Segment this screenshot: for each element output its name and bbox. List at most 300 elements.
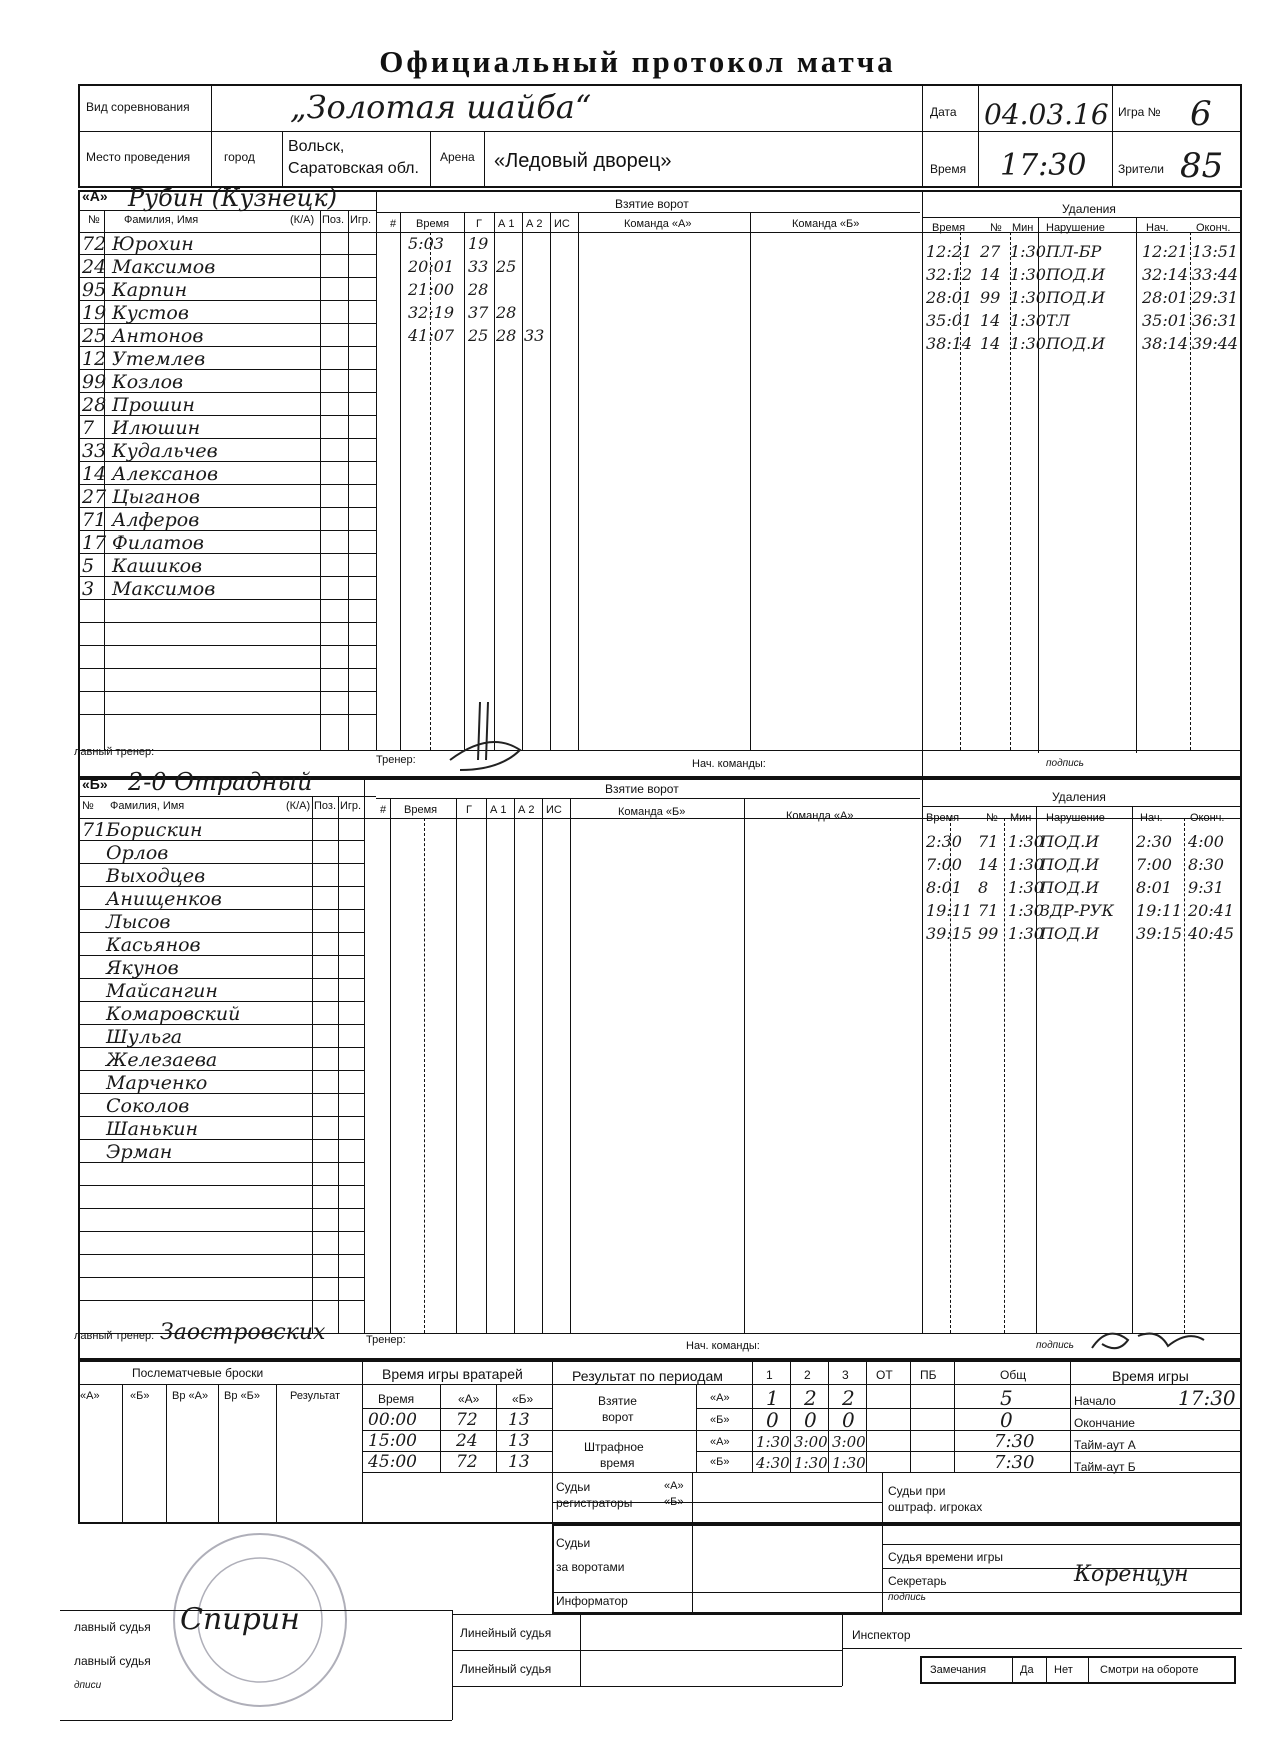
player-name: Майсангин — [106, 980, 218, 1002]
shootout-header: Вр «А» — [172, 1390, 209, 1402]
player-name: Лысов — [106, 911, 171, 933]
goalie-title: Время игры вратарей — [382, 1366, 523, 1382]
penalty-infraction: ПОД.И — [1046, 288, 1106, 307]
player-name: Юрохин — [112, 233, 194, 255]
penalty-infraction: ПОД.И — [1040, 832, 1100, 851]
penalty-start: 28:01 — [1142, 288, 1189, 307]
goal-assist: 33 — [524, 326, 545, 345]
penalty-num: 71 — [978, 901, 999, 920]
player-row — [78, 531, 376, 554]
player-num: 33 — [82, 440, 107, 462]
penalty-start: 35:01 — [1142, 311, 1189, 330]
player-name: Соколов — [106, 1095, 190, 1117]
player-name: Якунов — [106, 957, 179, 979]
judges-reg-a: «А» — [664, 1480, 684, 1492]
period-pen-b-total: 7:30 — [994, 1452, 1035, 1473]
inspector-label: Инспектор — [852, 1628, 911, 1642]
shootout-title: Послематчевые броски — [132, 1366, 264, 1380]
penalty-infraction: ПЛ-БР — [1046, 242, 1102, 261]
goalie-a: 72 — [456, 1452, 478, 1472]
penalty-end: 36:31 — [1192, 311, 1239, 330]
player-name: Утемлев — [112, 348, 206, 370]
start-label: Начало — [1074, 1394, 1116, 1408]
penalty-min: 1:30 — [1008, 924, 1044, 943]
period-pen-a: 3:00 — [832, 1433, 866, 1451]
player-row — [78, 692, 376, 715]
header-pen-min: Мин — [1012, 222, 1034, 234]
start-value: 17:30 — [1178, 1386, 1236, 1410]
header-goal-a2: А 2 — [518, 804, 535, 816]
team-a-penalties-title: Удаления — [1062, 202, 1116, 216]
goal-scorer: 25 — [468, 326, 489, 345]
city-value-2: Саратовская обл. — [288, 160, 419, 177]
goalie-b: 13 — [508, 1431, 530, 1451]
goalie-b: 13 — [508, 1452, 530, 1472]
judges-reg-1: Судьи — [556, 1480, 591, 1494]
header-pen-start: Нач. — [1146, 222, 1169, 234]
player-name: Илюшин — [112, 417, 201, 439]
player-num: 28 — [82, 394, 107, 416]
player-num: 24 — [82, 256, 107, 278]
goal-scorer: 37 — [468, 303, 489, 322]
player-row — [78, 600, 376, 623]
goalie-header: «А» — [458, 1392, 480, 1406]
player-row — [78, 1209, 364, 1232]
player-row — [78, 1255, 364, 1278]
player-name: Максимов — [112, 256, 216, 278]
header-played: Игр. — [350, 214, 372, 226]
penalty-num: 14 — [978, 855, 999, 874]
player-row — [78, 278, 376, 301]
player-name: Филатов — [112, 532, 204, 554]
player-num: 19 — [82, 302, 107, 324]
period-pen-a: 3:00 — [794, 1433, 828, 1451]
team-a-goals-title: Взятие ворот — [615, 197, 689, 211]
penalty-row — [922, 332, 1242, 355]
penalty-end: 8:30 — [1188, 855, 1224, 874]
main-judge-value: Спирин — [180, 1602, 300, 1637]
team-a-signature-label: подпись — [1046, 758, 1084, 769]
end-label: Окончание — [1074, 1416, 1135, 1430]
penalty-time: 39:15 — [926, 924, 973, 943]
penalty-min: 1:30 — [1008, 878, 1044, 897]
line-judge-label-2: Линейный судья — [460, 1662, 552, 1676]
team-b-head-coach-value: Заостровских — [160, 1320, 326, 1345]
player-row — [78, 841, 364, 864]
goal-scorer: 33 — [468, 257, 489, 276]
team-a-tag: «А» — [710, 1392, 730, 1404]
officials-signature-label: подпись — [888, 1592, 926, 1603]
penalty-min: 1:30 — [1008, 832, 1044, 851]
player-row — [78, 1048, 364, 1071]
penalty-row — [922, 876, 1242, 899]
spectators-label: Зрители — [1118, 162, 1164, 176]
goalie-row — [362, 1450, 552, 1471]
player-num: 7 — [82, 417, 95, 439]
period-header: Общ — [1000, 1368, 1027, 1382]
period-pen-b: 1:30 — [832, 1454, 866, 1472]
penalty-start: 32:14 — [1142, 265, 1189, 284]
spectators-value: 85 — [1180, 146, 1224, 186]
header-goal-time: Время — [416, 218, 450, 230]
team-b-tag: «Б» — [710, 1414, 730, 1426]
goalie-time: 45:00 — [368, 1452, 417, 1472]
header-pen-infraction: Нарушение — [1046, 812, 1105, 824]
penalty-time: 28:01 — [926, 288, 973, 307]
penalty-start: 39:15 — [1136, 924, 1183, 943]
page-title: Официальный протокол матча — [379, 44, 896, 79]
player-row — [78, 933, 364, 956]
penalty-time: 35:01 — [926, 311, 973, 330]
player-row — [78, 1278, 364, 1301]
player-name: Железаева — [106, 1049, 218, 1071]
period-pen-a-total: 7:30 — [994, 1431, 1035, 1452]
goal-time: 32:19 — [408, 303, 455, 322]
line-judge-label: Линейный судья — [460, 1626, 552, 1640]
header-pen-end: Оконч. — [1196, 222, 1231, 234]
header-goal-a1: А 1 — [490, 804, 507, 816]
player-row — [78, 1025, 364, 1048]
penalty-start: 12:21 — [1142, 242, 1189, 261]
team-a-head-coach-label: лавный тренер: — [74, 746, 155, 758]
header-goal-time: Время — [404, 804, 438, 816]
player-name: Комаровский — [106, 1003, 241, 1025]
header-goal-g: Г — [466, 804, 472, 816]
player-num: 3 — [82, 578, 95, 600]
team-b-goals-title: Взятие ворот — [605, 782, 679, 796]
goalie-row — [362, 1429, 552, 1450]
player-name: Шульга — [106, 1026, 183, 1048]
timeout-a-label: Тайм-аут А — [1074, 1438, 1136, 1452]
team-a-tag: «А» — [82, 188, 108, 204]
player-row — [78, 485, 376, 508]
period-goals-b: 0 — [766, 1408, 779, 1432]
header-pos: Поз. — [314, 800, 336, 812]
header-goal-num: # — [390, 218, 397, 230]
goal-assist: 28 — [496, 303, 517, 322]
player-row — [78, 910, 364, 933]
penalty-num: 8 — [978, 878, 989, 897]
penalty-start: 7:00 — [1136, 855, 1172, 874]
header-name: Фамилия, Имя — [110, 800, 185, 812]
team-b-name: 2-0 Отрадный — [128, 768, 313, 796]
player-row — [78, 347, 376, 370]
penalty-row — [922, 309, 1242, 332]
penalty-row — [922, 853, 1242, 876]
team-b-roster — [78, 818, 364, 1324]
team-a-penalties — [922, 240, 1242, 355]
header-pen-num: № — [986, 812, 998, 824]
player-name: Прошин — [112, 394, 195, 416]
player-row — [78, 1094, 364, 1117]
penalty-min: 1:30 — [1008, 855, 1044, 874]
judges-goal-2: за воротами — [556, 1560, 625, 1574]
shootout-header: Вр «Б» — [224, 1390, 260, 1402]
team-b-penalties — [922, 830, 1242, 945]
penalty-time: 32:12 — [926, 265, 973, 284]
periods-title: Результат по периодам — [572, 1368, 723, 1384]
time-label: Время — [930, 162, 967, 176]
timeout-b-label: Тайм-аут Б — [1074, 1460, 1136, 1474]
player-row — [78, 646, 376, 669]
period-header: 2 — [804, 1368, 811, 1382]
player-name: Касьянов — [106, 934, 201, 956]
penalty-infraction: ПОД.И — [1040, 855, 1100, 874]
date-label: Дата — [930, 105, 957, 119]
penalty-row — [922, 922, 1242, 945]
goal-assist: 28 — [496, 326, 517, 345]
game-label: Игра № — [1118, 105, 1161, 119]
shootout-header: «А» — [80, 1390, 100, 1402]
penalty-start: 2:30 — [1136, 832, 1172, 851]
header-name: Фамилия, Имя — [124, 214, 199, 226]
secretary-label: Секретарь — [888, 1574, 947, 1588]
player-name: Кустов — [112, 302, 189, 324]
player-row — [78, 1140, 364, 1163]
penalty-time: 19:11 — [926, 901, 973, 920]
goal-time: 5:03 — [408, 234, 444, 253]
player-num: 95 — [82, 279, 107, 301]
time-value: 17:30 — [1000, 148, 1087, 183]
player-name: Карпин — [112, 279, 188, 301]
player-name: Алферов — [112, 509, 200, 531]
penalty-min: 1:30 — [1010, 334, 1046, 353]
penalty-row — [922, 263, 1242, 286]
team-b-penalties-title: Удаления — [1052, 790, 1106, 804]
player-row — [78, 301, 376, 324]
header-pen-min: Мин — [1010, 812, 1032, 824]
player-row — [78, 818, 364, 841]
penalty-time: 38:14 — [926, 334, 973, 353]
player-row — [78, 864, 364, 887]
goal-time: 41:07 — [408, 326, 455, 345]
judges-reg-b: «Б» — [664, 1496, 684, 1508]
period-goals-b-total: 0 — [1000, 1408, 1013, 1432]
player-row — [78, 979, 364, 1002]
player-row — [78, 232, 376, 255]
penalty-min: 1:30 — [1010, 311, 1046, 330]
penalty-end: 13:51 — [1192, 242, 1239, 261]
goal-scorer: 19 — [468, 234, 489, 253]
goalie-time: 15:00 — [368, 1431, 417, 1451]
penalty-time-label-2: время — [600, 1456, 635, 1470]
timekeeper-label: Судья времени игры — [888, 1550, 1004, 1564]
penalty-num: 99 — [980, 288, 1001, 307]
penalty-num: 71 — [978, 832, 999, 851]
player-row — [78, 554, 376, 577]
goal-row — [400, 232, 580, 255]
penalty-end: 4:00 — [1188, 832, 1224, 851]
penalty-start: 38:14 — [1142, 334, 1189, 353]
city-label: город — [224, 150, 255, 164]
period-header: ПБ — [920, 1368, 937, 1382]
goal-assist: 25 — [496, 257, 517, 276]
team-b-signature-label: подпись — [1036, 1340, 1074, 1351]
penalty-judges-1: Судьи при — [888, 1484, 946, 1498]
player-row — [78, 1071, 364, 1094]
main-judge-label: лавный судья — [74, 1620, 151, 1634]
penalty-row — [922, 830, 1242, 853]
secretary-value: Коренцун — [1074, 1562, 1189, 1587]
signatures-label: дписи — [74, 1680, 102, 1691]
player-row — [78, 416, 376, 439]
player-num: 72 — [82, 233, 107, 255]
period-goals-b: 0 — [842, 1408, 855, 1432]
penalty-min: 1:30 — [1010, 242, 1046, 261]
team-a-coach-label: Тренер: — [376, 754, 416, 766]
goal-time: 20:01 — [408, 257, 455, 276]
player-row — [78, 255, 376, 278]
period-pen-b: 1:30 — [794, 1454, 828, 1472]
penalty-num: 14 — [980, 265, 1001, 284]
penalty-infraction: ПОД.И — [1046, 334, 1106, 353]
header-goal-is: ИС — [546, 804, 562, 816]
penalty-end: 40:45 — [1188, 924, 1235, 943]
header-num: № — [88, 214, 100, 226]
goal-row — [400, 301, 580, 324]
header-goal-team-b: Команда «Б» — [618, 806, 686, 818]
game-value: 6 — [1190, 94, 1212, 134]
player-num: 71 — [82, 819, 107, 841]
team-a-tag: «А» — [710, 1436, 730, 1448]
player-name: Кашиков — [112, 555, 203, 577]
game-time-title: Время игры — [1112, 1368, 1189, 1384]
goalie-a: 24 — [456, 1431, 478, 1451]
goalie-b: 13 — [508, 1410, 530, 1430]
header-pen-infraction: Нарушение — [1046, 222, 1105, 234]
player-row — [78, 462, 376, 485]
yes-checkbox[interactable]: Да — [1020, 1664, 1034, 1676]
no-checkbox[interactable]: Нет — [1054, 1664, 1073, 1676]
judges-goal-1: Судьи — [556, 1536, 591, 1550]
player-name: Кудальчев — [112, 440, 218, 462]
header-ka: (К/А) — [290, 214, 315, 226]
penalty-num: 99 — [978, 924, 999, 943]
venue-label: Место проведения — [86, 150, 191, 164]
period-header: ОТ — [876, 1368, 893, 1382]
penalty-time: 12:21 — [926, 242, 973, 261]
player-row — [78, 1117, 364, 1140]
team-b-coach-label: Тренер: — [366, 1334, 406, 1346]
player-row — [78, 715, 376, 738]
goalie-rows — [362, 1408, 552, 1471]
informer-label: Информатор — [556, 1594, 628, 1608]
player-num: 99 — [82, 371, 107, 393]
goals-label-2: ворот — [602, 1410, 634, 1424]
shootout-header: «Б» — [130, 1390, 150, 1402]
goal-time: 21:00 — [408, 280, 455, 299]
shootout-header: Результат — [290, 1390, 341, 1402]
penalty-row — [922, 899, 1242, 922]
goalie-header: «Б» — [512, 1392, 534, 1406]
player-num: 27 — [82, 486, 107, 508]
player-num: 14 — [82, 463, 107, 485]
header-ka: (К/А) — [286, 800, 311, 812]
player-row — [78, 1232, 364, 1255]
period-pen-b: 4:30 — [756, 1454, 790, 1472]
penalty-num: 14 — [980, 334, 1001, 353]
header-goal-team-a: Команда «А» — [624, 218, 692, 230]
date-value: 04.03.16 — [984, 98, 1109, 131]
competition-label: Вид соревнования — [86, 100, 190, 114]
penalty-time: 8:01 — [926, 878, 962, 897]
period-goals-a-total: 5 — [1000, 1386, 1013, 1410]
player-name: Антонов — [112, 325, 204, 347]
player-name: Орлов — [106, 842, 169, 864]
arena-label: Арена — [440, 150, 475, 164]
team-a-goals — [400, 232, 580, 347]
header-pen-time: Время — [926, 812, 960, 824]
player-name: Алексанов — [112, 463, 219, 485]
player-num: 5 — [82, 555, 95, 577]
goalie-row — [362, 1408, 552, 1429]
coach-signature — [440, 700, 540, 780]
penalty-judges-2: оштраф. игроках — [888, 1500, 983, 1514]
header-pos: Поз. — [322, 214, 344, 226]
header-pen-num: № — [990, 222, 1002, 234]
team-b-captain-label: Нач. команды: — [686, 1340, 760, 1352]
player-row — [78, 439, 376, 462]
period-pen-a: 1:30 — [756, 1433, 790, 1451]
player-row — [78, 577, 376, 600]
player-row — [78, 1186, 364, 1209]
team-b-head-coach-label: лавный тренер: — [74, 1330, 155, 1342]
player-num: 17 — [82, 532, 107, 554]
player-name: Анищенков — [106, 888, 222, 910]
penalty-time: 7:00 — [926, 855, 962, 874]
period-goals-a: 2 — [804, 1386, 817, 1410]
goals-label-1: Взятие — [598, 1394, 637, 1408]
captain-signature — [1088, 1320, 1208, 1360]
penalty-time-label-1: Штрафное — [584, 1440, 644, 1454]
penalty-infraction: ЗДР-РУК — [1040, 901, 1114, 920]
period-goals-b: 0 — [804, 1408, 817, 1432]
player-row — [78, 1163, 364, 1186]
period-header: 3 — [842, 1368, 849, 1382]
header-goal-team-b: Команда «Б» — [792, 218, 860, 230]
player-name: Шанькин — [106, 1118, 198, 1140]
penalty-infraction: ПОД.И — [1040, 878, 1100, 897]
period-header: 1 — [766, 1368, 773, 1382]
penalty-end: 9:31 — [1188, 878, 1224, 897]
penalty-start: 19:11 — [1136, 901, 1183, 920]
penalty-min: 1:30 — [1010, 265, 1046, 284]
player-num: 12 — [82, 348, 107, 370]
goalie-time: 00:00 — [368, 1410, 417, 1430]
arena-value: «Ледовый дворец» — [494, 150, 672, 172]
team-b-tag: «Б» — [82, 776, 108, 792]
goal-scorer: 28 — [468, 280, 489, 299]
header-goal-a2: А 2 — [526, 218, 543, 230]
player-name: Козлов — [112, 371, 184, 393]
player-num: 71 — [82, 509, 107, 531]
header-goal-team-a: Команда «А» — [786, 810, 854, 822]
player-row — [78, 324, 376, 347]
header-pen-end: Оконч. — [1190, 812, 1225, 824]
goalie-header: Время — [378, 1392, 415, 1406]
period-goals-a: 1 — [766, 1386, 779, 1410]
header-goal-is: ИС — [554, 218, 570, 230]
player-row — [78, 508, 376, 531]
penalty-end: 20:41 — [1188, 901, 1235, 920]
player-row — [78, 393, 376, 416]
penalty-end: 33:44 — [1192, 265, 1239, 284]
player-row — [78, 623, 376, 646]
penalty-row — [922, 286, 1242, 309]
see-back-label: Смотри на обороте — [1100, 1664, 1199, 1676]
player-name: Максимов — [112, 578, 216, 600]
penalty-num: 14 — [980, 311, 1001, 330]
